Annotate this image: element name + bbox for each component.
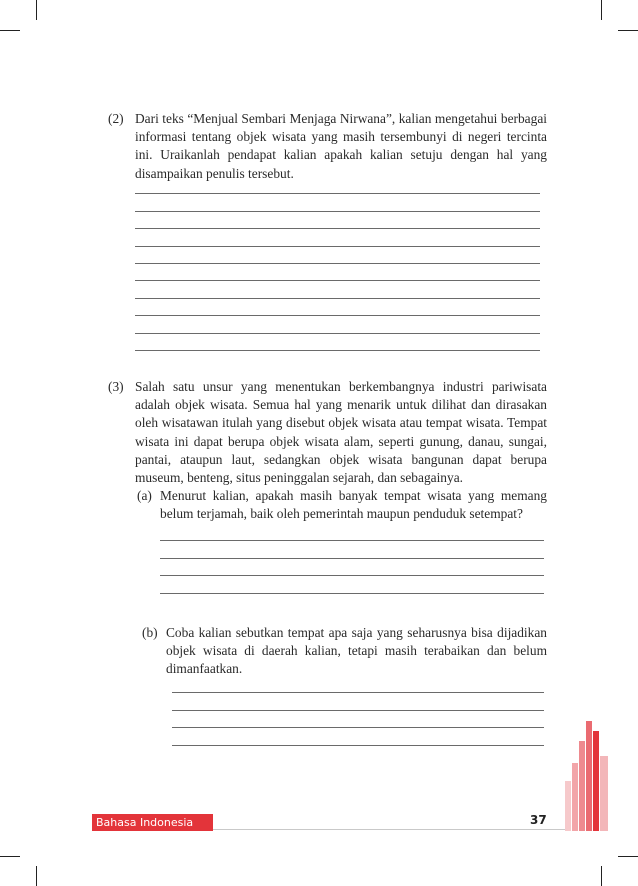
crop-mark-top-left-h (0, 30, 20, 31)
answer-line[interactable] (160, 576, 544, 593)
answer-line[interactable] (135, 281, 540, 298)
crop-mark-top-right-v (601, 0, 602, 20)
footer-divider (213, 829, 565, 830)
page-number: 37 (530, 813, 547, 827)
answer-line[interactable] (135, 194, 540, 211)
question-3-text: Salah satu unsur yang menentukan berkembangnya industri pariwisata adalah objek wisata. Semua hal yang menarik untuk dilihat dan dirasakan oleh wisatawan itulah yang disebut objek wisata atau tempat wisata. Tempat wisata ini dapat berupa objek wisata alam, seperti gunung, danau, sungai, pantai, ataupun laut, sedangkan objek wisata bangunan dapat berupa museum, benteng, situs peninggalan sejarah, dan sebagainya. (135, 379, 547, 486)
answer-line[interactable] (135, 229, 540, 246)
decorative-stripe (579, 741, 585, 831)
decorative-stripe (565, 781, 571, 831)
footer-subject-label: Bahasa Indonesia (96, 816, 194, 829)
question-3b-number: (b) (142, 625, 158, 640)
question-2-text: Dari teks “Menjual Sembari Menjaga Nirwana”, kalian mengetahui berbagai informasi tentang objek wisata yang masih tersembunyi di negeri tercinta ini. Uraikanlah pendapat kalian apakah kalian setuju dengan hal yang disampaikan penulis tersebut. (135, 111, 547, 181)
decorative-stripe (572, 763, 578, 831)
answer-line[interactable] (172, 728, 544, 745)
question-3a-number: (a) (137, 488, 152, 503)
question-3b-text: Coba kalian sebutkan tempat apa saja yang seharusnya bisa dijadikan objek wisata di daerah kalian, tetapi masih terabaikan dan belum dimanfaatkan. (166, 625, 547, 677)
answer-line[interactable] (135, 212, 540, 229)
answer-line[interactable] (135, 334, 540, 351)
answer-line[interactable] (172, 711, 544, 728)
question-3b-answer-lines[interactable] (172, 676, 544, 746)
question-3a-answer-lines[interactable] (160, 524, 544, 594)
decorative-stripe (600, 756, 608, 831)
crop-mark-top-left-v (36, 0, 37, 20)
answer-line[interactable] (135, 299, 540, 316)
answer-line[interactable] (135, 316, 540, 333)
answer-line[interactable] (160, 559, 544, 576)
decorative-stripe (593, 731, 599, 831)
question-3-number: (3) (108, 379, 124, 394)
answer-line[interactable] (135, 177, 540, 194)
answer-line[interactable] (135, 247, 540, 264)
crop-mark-bottom-right-v (601, 866, 602, 886)
answer-line[interactable] (135, 264, 540, 281)
decorative-stripe (586, 721, 592, 831)
crop-mark-bottom-right-h (618, 856, 638, 857)
question-2-number: (2) (108, 111, 124, 126)
answer-line[interactable] (160, 524, 544, 541)
question-3a-text: Menurut kalian, apakah masih banyak tempat wisata yang memang belum terjamah, baik oleh pemerintah maupun penduduk setempat? (160, 488, 547, 522)
crop-mark-top-right-h (618, 30, 638, 31)
answer-line[interactable] (172, 676, 544, 693)
crop-mark-bottom-left-v (36, 866, 37, 886)
crop-mark-bottom-left-h (0, 856, 20, 857)
answer-line[interactable] (160, 541, 544, 558)
question-2-answer-lines[interactable] (135, 177, 540, 351)
answer-line[interactable] (172, 693, 544, 710)
